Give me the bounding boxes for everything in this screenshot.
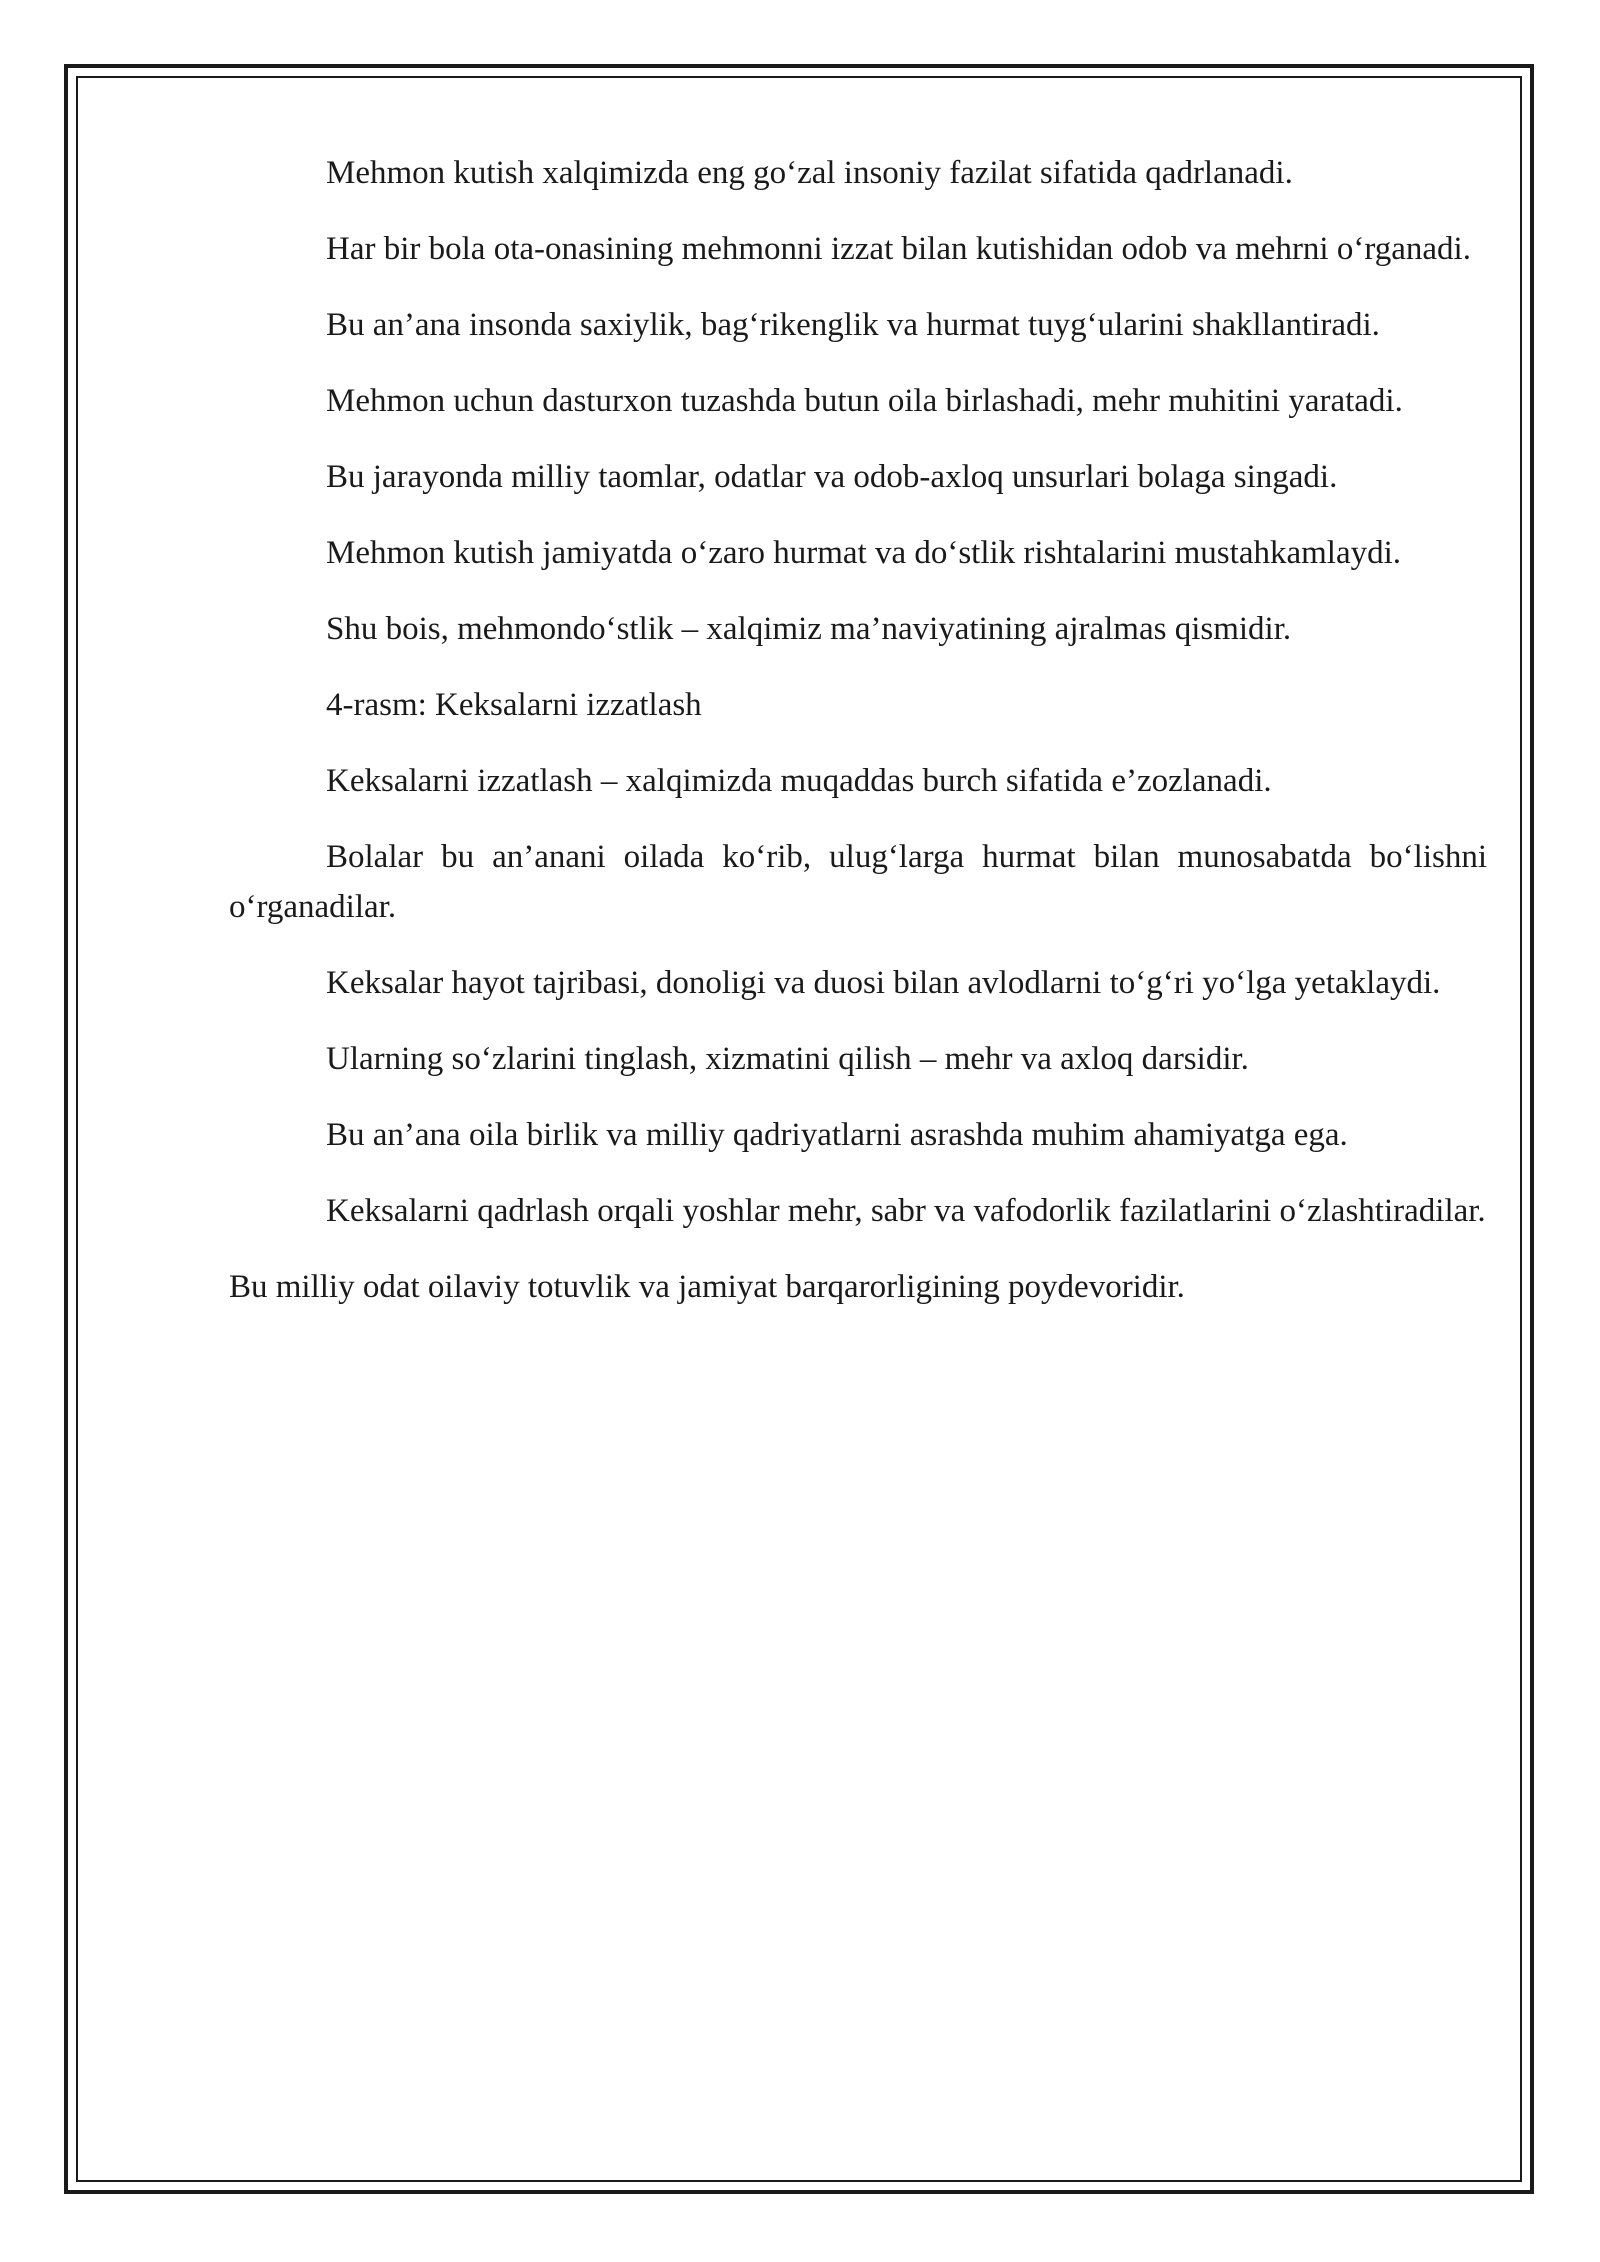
paragraph: Bu an’ana insonda saxiylik, bag‘rikenglik va hurmat tuyg‘ularini shakllantiradi. (326, 307, 1380, 343)
paragraph: Bu milliy odat oilaviy totuvlik va jamiyat barqarorligining poydevoridir. (229, 1269, 1185, 1305)
document-body (229, 148, 1487, 1338)
paragraph: Keksalarni izzatlash – xalqimizda muqaddas burch sifatida e’zozlanadi. (326, 763, 1272, 799)
paragraph: Keksalar hayot tajribasi, donoligi va duosi bilan avlodlarni to‘g‘ri yo‘lga yetaklaydi. (326, 965, 1441, 1001)
paragraph: Mehmon kutish xalqimizda eng go‘zal insoniy fazilat sifatida qadrlanadi. (326, 155, 1293, 191)
paragraph: Mehmon kutish jamiyatda o‘zaro hurmat va do‘stlik rishtalarini mustahkamlaydi. (326, 535, 1402, 571)
paragraph: Ularning so‘zlarini tinglash, xizmatini qilish – mehr va axloq darsidir. (326, 1041, 1249, 1077)
paragraph: Bolalar bu an’anani oilada ko‘rib, ulug‘larga hurmat bilan munosabatda bo‘lishni o‘rganadilar. (229, 839, 1487, 925)
paragraph: Shu bois, mehmondo‘stlik – xalqimiz ma’naviyatining ajralmas qismidir. (326, 611, 1292, 647)
paragraph: Bu an’ana oila birlik va milliy qadriyatlarni asrashda muhim ahamiyatga ega. (326, 1117, 1348, 1153)
paragraph: Mehmon uchun dasturxon tuzashda butun oila birlashadi, mehr muhitini yaratadi. (326, 383, 1403, 419)
paragraph: Bu jarayonda milliy taomlar, odatlar va odob-axloq unsurlari bolaga singadi. (326, 459, 1338, 495)
paragraph: Keksalarni qadrlash orqali yoshlar mehr, sabr va vafodorlik fazilatlarini o‘zlashtiradilar. (326, 1193, 1486, 1229)
paragraph: Har bir bola ota-onasining mehmonni izzat bilan kutishidan odob va mehrni o‘rganadi. (326, 231, 1471, 267)
figure-caption: 4-rasm: Keksalarni izzatlash (326, 687, 702, 723)
